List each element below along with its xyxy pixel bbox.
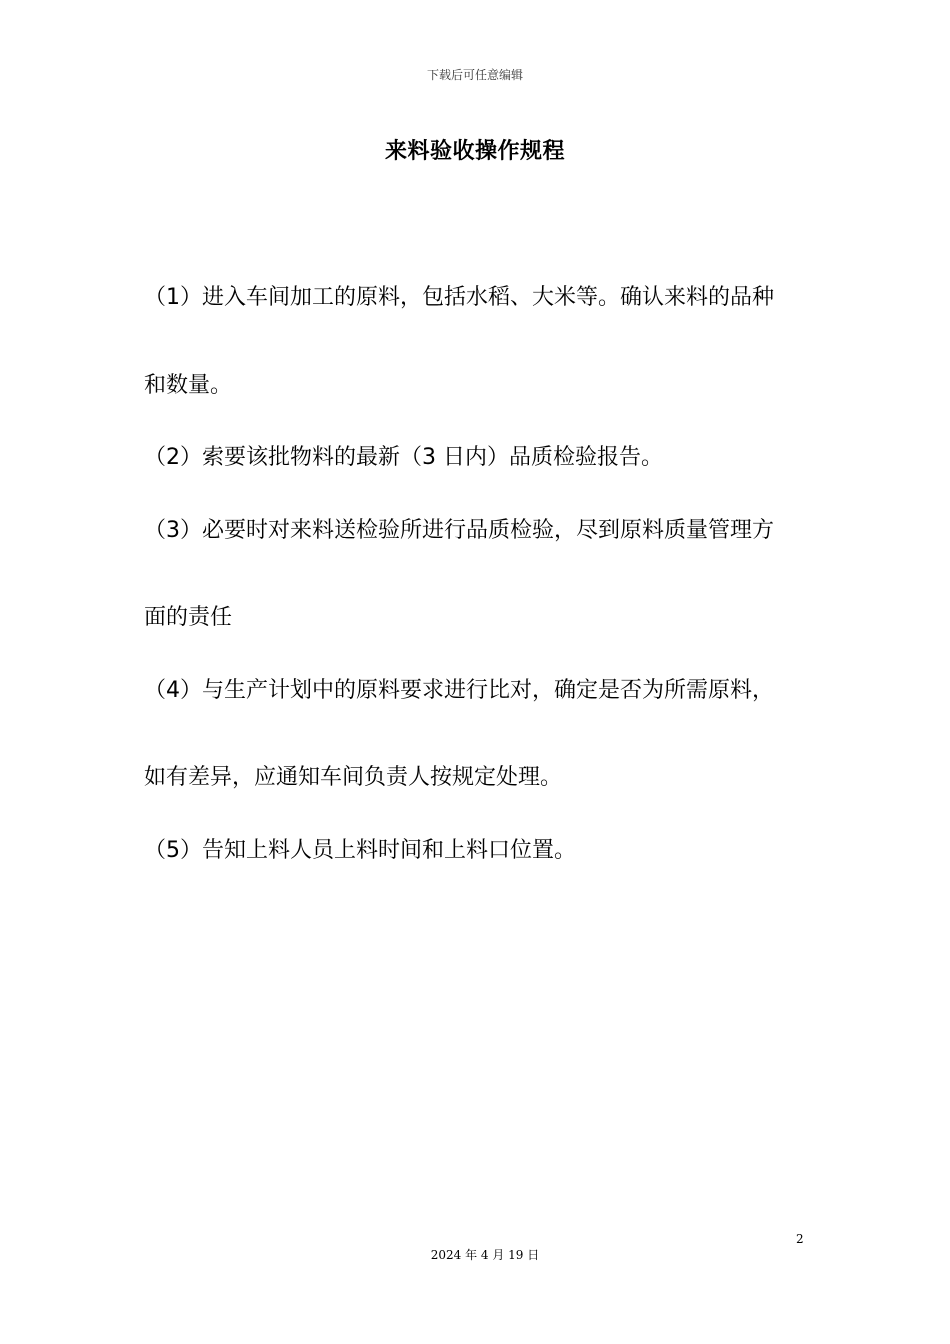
paragraph-line-1: （1）进入车间加工的原料，包括水稻、大米等。确认来料的品种 bbox=[144, 285, 774, 310]
paragraph-line-3: （2）索要该批物料的最新（3 日内）品质检验报告。 bbox=[144, 445, 663, 470]
paragraph-line-8: （5）告知上料人员上料时间和上料口位置。 bbox=[144, 838, 576, 863]
paragraph-line-7: 如有差异，应通知车间负责人按规定处理。 bbox=[144, 765, 563, 790]
paragraph-line-4: （3）必要时对来料送检验所进行品质检验，尽到原料质量管理方 bbox=[144, 518, 774, 543]
paragraph-line-6: （4）与生产计划中的原料要求进行比对，确定是否为所需原料， bbox=[144, 678, 774, 703]
footer-date: 2024 年 4 月 19 日 bbox=[430, 1248, 540, 1262]
paragraph-line-2: 和数量。 bbox=[144, 373, 233, 398]
header-note: 下载后可任意编辑 bbox=[426, 68, 523, 82]
paragraph-line-5: 面的责任 bbox=[144, 605, 233, 630]
document-title: 来料验收操作规程 bbox=[384, 139, 565, 164]
page-number: 2 bbox=[796, 1232, 804, 1246]
